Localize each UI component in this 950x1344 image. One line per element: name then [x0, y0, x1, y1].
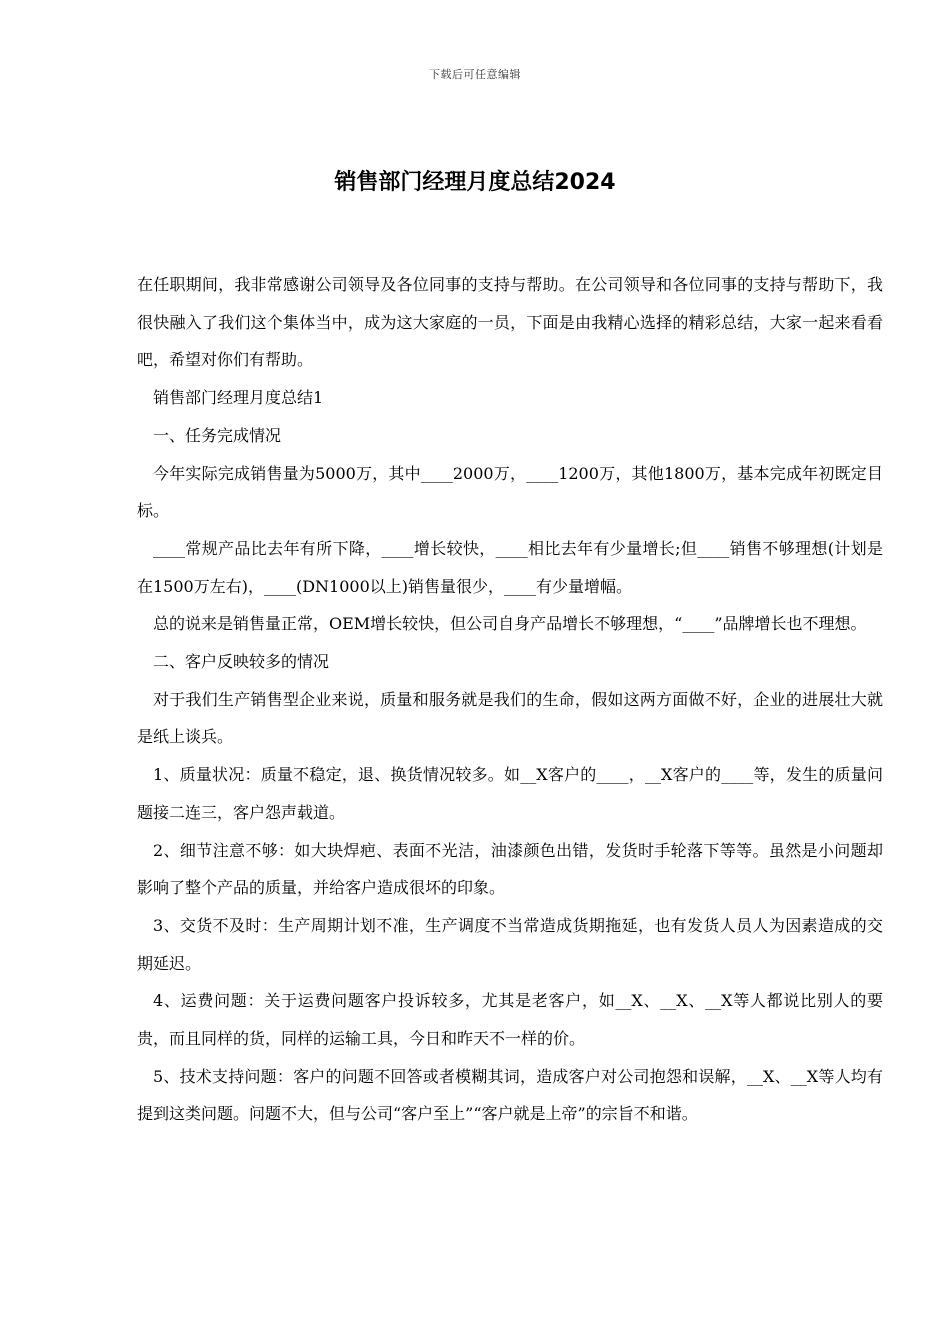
paragraph-overall-summary: 总的说来是销售量正常，OEM增长较快，但公司自身产品增长不够理想，“____”品牌增长也不理想。 — [153, 614, 867, 634]
paragraph-sales-volume: 今年实际完成销售量为5000万，其中____2000万，____1200万，其他1800万，基本完成年初既定目标。 — [137, 463, 883, 521]
list-item-quality-status: 1、质量状况：质量不稳定，退、换货情况较多。如__X客户的____，__X客户的____等，发生的质量问题接二连三，客户怨声载道。 — [137, 765, 883, 822]
section-heading-task-completion: 一、任务完成情况 — [153, 425, 282, 445]
list-item-delivery-delay: 3、交货不及时：生产周期计划不准，生产调度不当常造成货期拖延，也有发货人员人为因素造成的交期延迟。 — [137, 915, 883, 973]
list-item-detail-attention: 2、细节注意不够：如大块焊疤、表面不光洁，油漆颜色出错，发货时手轮落下等等。虽然是小问题却影响了整个产品的质量，并给客户造成很坏的印象。 — [137, 840, 883, 898]
paragraph-quality-service: 对于我们生产销售型企业来说，质量和服务就是我们的生命，假如这两方面做不好，企业的进展壮大就是纸上谈兵。 — [137, 689, 883, 747]
list-item-technical-support: 5、技术支持问题：客户的问题不回答或者模糊其词，造成客户对公司抱怨和误解，__X、__X等人均有提到这类问题。问题不大，但与公司“客户至上”“客户就是上帝”的宗旨不和谐。 — [137, 1066, 883, 1124]
document-title: 销售部门经理月度总结2024 — [334, 170, 616, 195]
summary-subtitle: 销售部门经理月度总结1 — [153, 388, 324, 408]
document-body — [137, 266, 883, 1133]
list-item-shipping-cost: 4、运费问题：关于运费问题客户投诉较多，尤其是老客户，如__X、__X、__X等人都说比别人的要贵，而且同样的货，同样的运输工具，今日和昨天不一样的价。 — [137, 991, 883, 1049]
header-note: 下载后可任意编辑 — [429, 68, 521, 81]
paragraph-product-growth: ____常规产品比去年有所下降，____增长较快，____相比去年有少量增长;但____销售不够理想(计划是在1500万左右)，____(DN1000以上)销售量很少，____有少量增幅。 — [137, 538, 883, 596]
section-heading-customer-feedback: 二、客户反映较多的情况 — [153, 652, 330, 672]
intro-paragraph: 在任职期间，我非常感谢公司领导及各位同事的支持与帮助。在公司领导和各位同事的支持与帮助下，我很快融入了我们这个集体当中，成为这大家庭的一员，下面是由我精心选择的精彩总结，大家一起来看看吧，希望对你们有帮助。 — [137, 275, 883, 370]
